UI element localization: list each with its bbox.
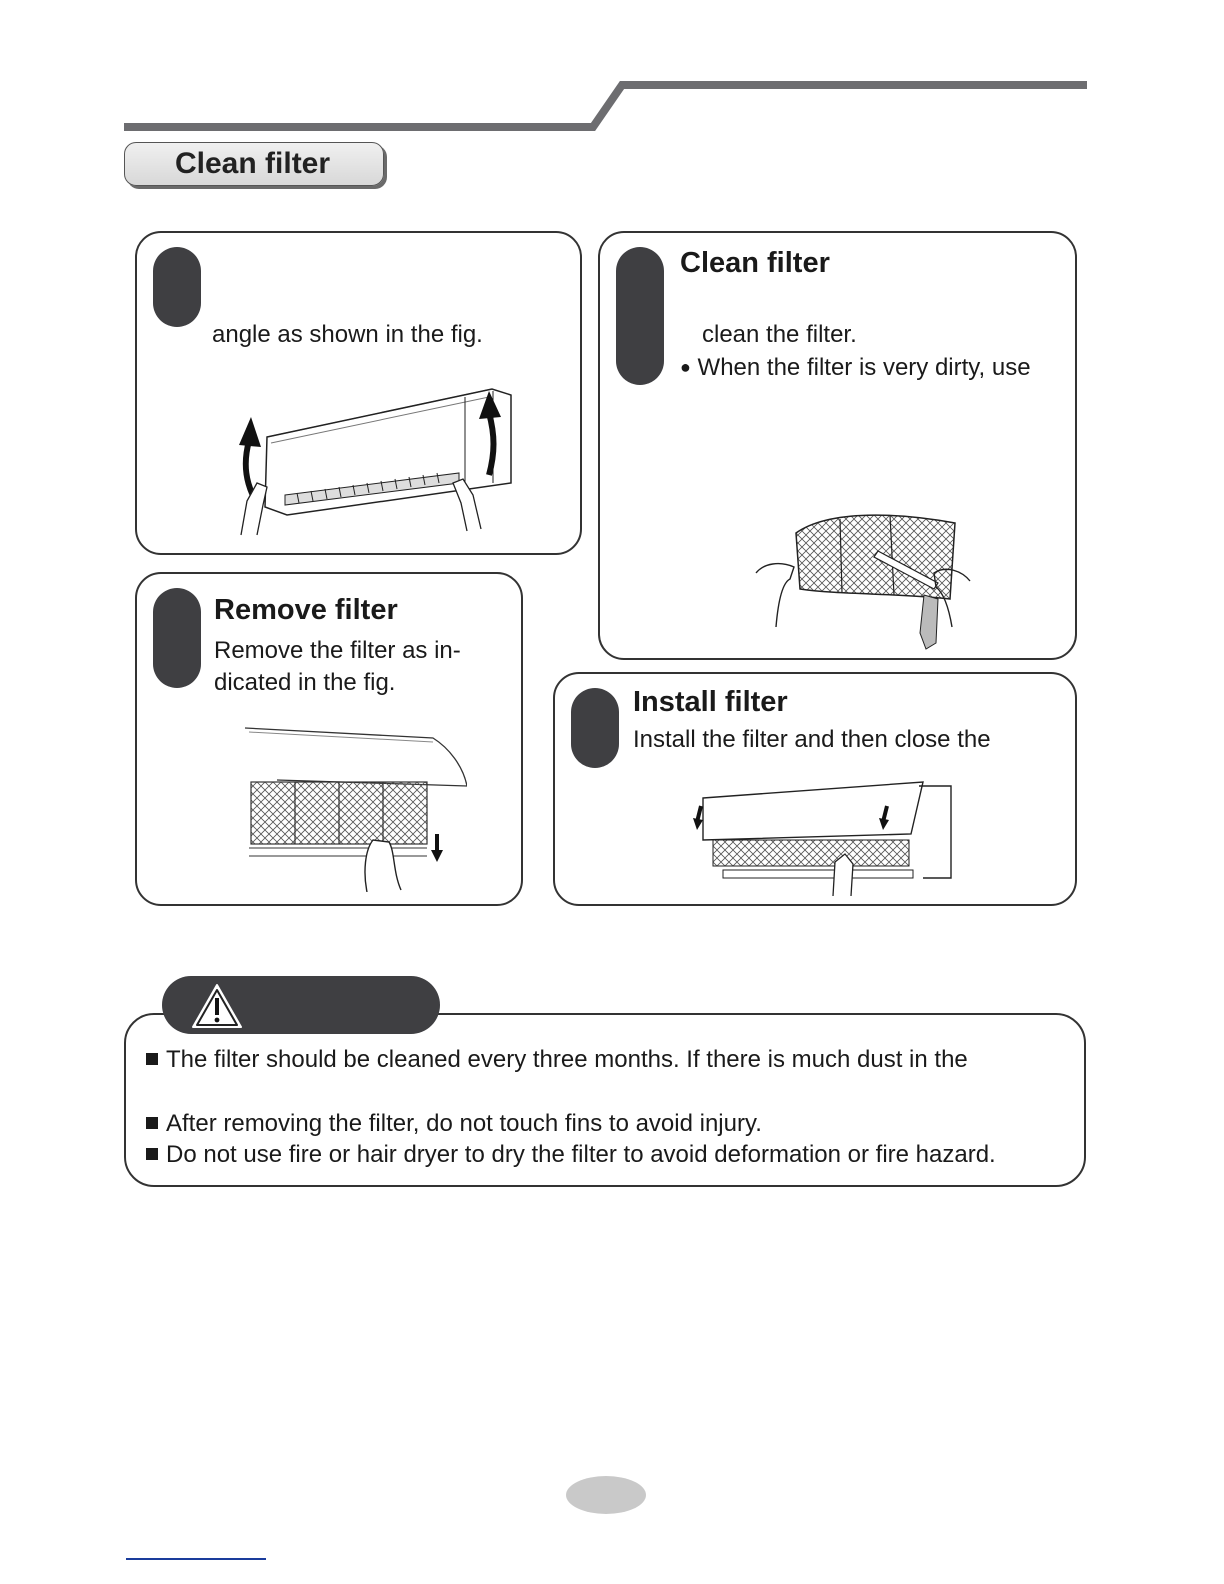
step-remove-filter: [135, 572, 523, 906]
step-text: [680, 351, 1031, 384]
step-text: clean the filter.: [702, 321, 857, 348]
section-title: Clean filter: [175, 147, 331, 180]
step-text: Remove the filter as in-: [214, 637, 461, 664]
caution-text: The filter should be cleaned every three months. If there is much dust in the: [166, 1046, 968, 1073]
header-rule: [0, 0, 1224, 140]
step-text: Install the filter and then close the: [633, 726, 991, 753]
step-tab: [153, 588, 201, 688]
step-tab: [153, 247, 201, 327]
step-open-panel: [135, 231, 582, 555]
step-clean-filter: [598, 231, 1077, 660]
cleaning-filter-illustration: [750, 503, 980, 653]
caution-item: [146, 1141, 996, 1169]
step-title: Remove filter: [214, 594, 398, 626]
remove-filter-illustration: [237, 722, 467, 892]
step-text-line: When the filter is very dirty, use: [697, 354, 1031, 381]
page-number-oval: [566, 1476, 646, 1514]
caution-text: After removing the filter, do not touch fins to avoid injury.: [166, 1110, 762, 1137]
step-text: dicated in the fig.: [214, 669, 396, 696]
step-title: Clean filter: [680, 247, 830, 279]
step-tab: [616, 247, 664, 385]
caution-item: [146, 1046, 968, 1074]
square-bullet-icon: [146, 1148, 158, 1160]
square-bullet-icon: [146, 1053, 158, 1065]
open-panel-illustration: [227, 383, 527, 538]
warning-triangle-icon: [190, 982, 244, 1030]
caution-banner: [162, 976, 440, 1034]
square-bullet-icon: [146, 1117, 158, 1129]
footer-line: [126, 1558, 266, 1560]
step-install-filter: [553, 672, 1077, 906]
section-title-pill: [124, 142, 384, 186]
caution-item: [146, 1110, 762, 1138]
install-filter-illustration: [693, 778, 963, 896]
step-tab: [571, 688, 619, 768]
caution-text: Do not use fire or hair dryer to dry the filter to avoid deformation or fire hazard.: [166, 1141, 996, 1168]
step-title: Install filter: [633, 686, 788, 718]
bullet: ●: [680, 357, 691, 377]
step-text: angle as shown in the fig.: [212, 321, 483, 348]
